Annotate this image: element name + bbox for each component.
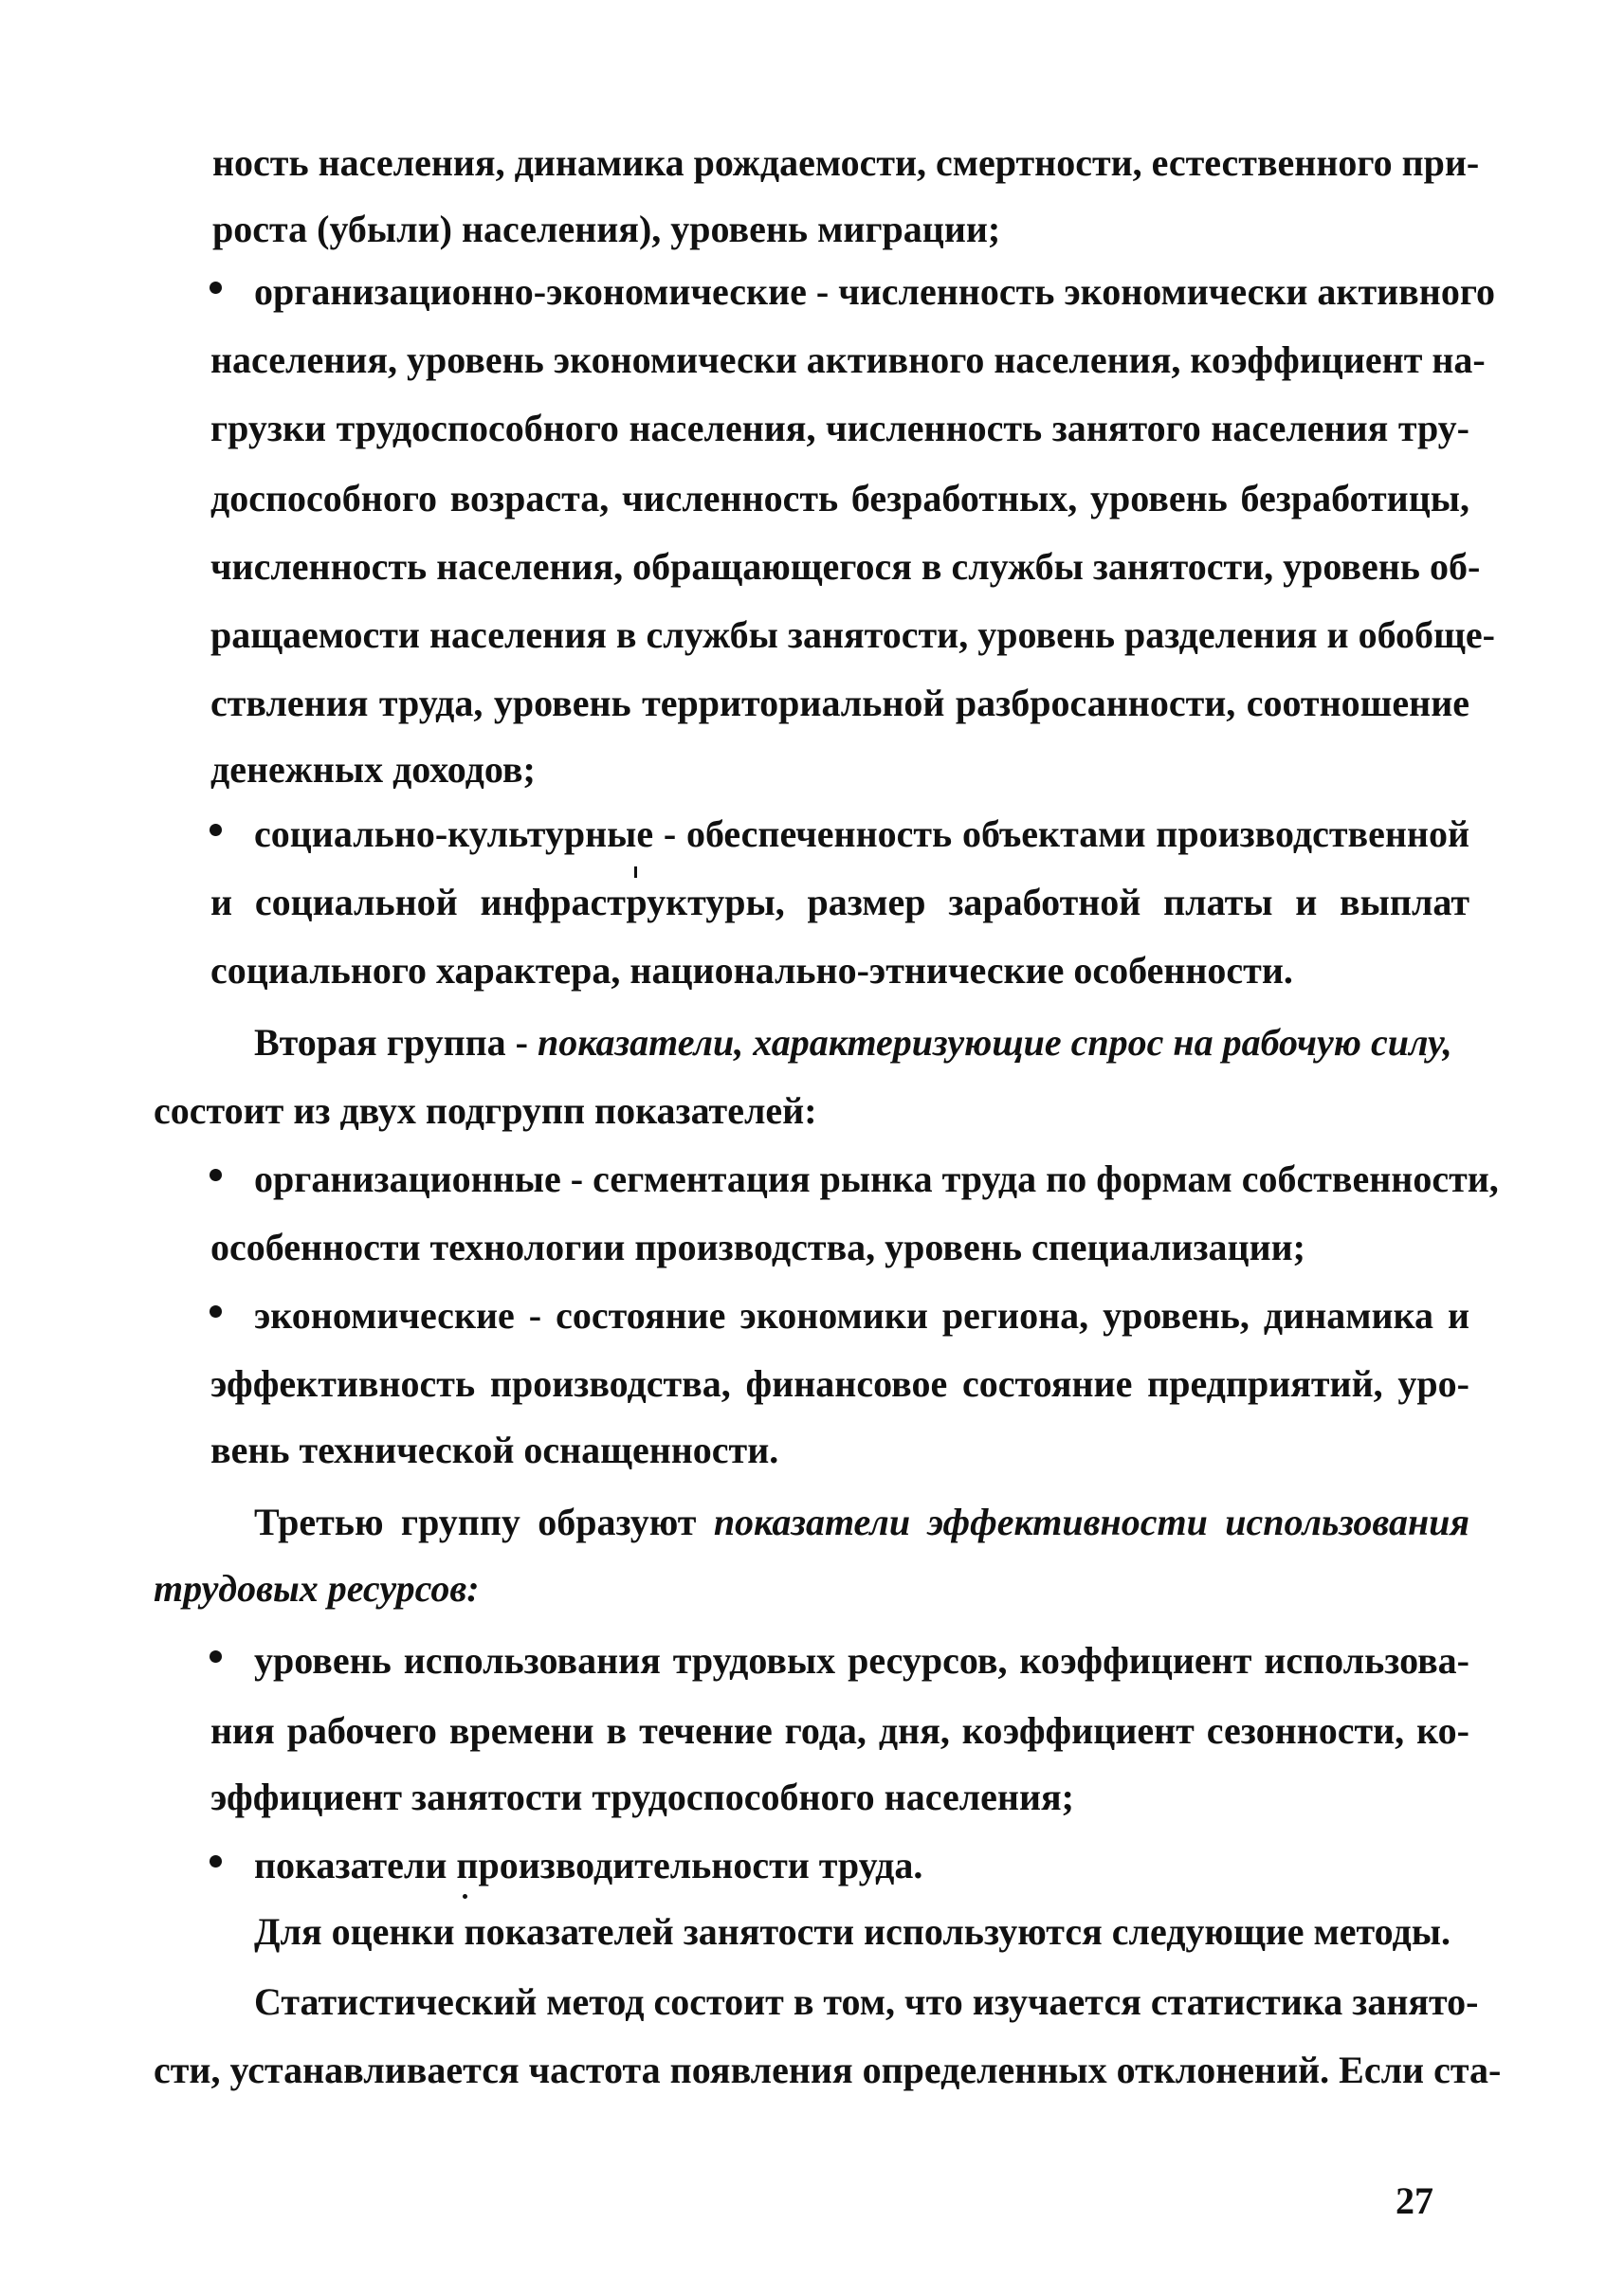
text-line: сти, устанавливается частота появления определенных отклонений. Если ста- [154,2049,1502,2091]
text-run: Третью группу образуют [254,1501,714,1543]
text-line: вень технической оснащенности. [210,1429,779,1471]
text-line: организационно-экономические - численность экономически активного [254,270,1495,313]
text-line: особенности технологии производства, уровень специализации; [210,1226,1305,1268]
text-line: экономические - состояние экономики региона, уровень, динамика и [254,1294,1469,1337]
text-line: эффективность производства, финансовое состояние предприятий, уро- [210,1362,1469,1405]
bullet-icon [210,1855,222,1868]
text-line: уровень использования трудовых ресурсов, коэффициент использова- [254,1639,1469,1682]
text-line: населения, уровень экономически активного населения, коэффициент на- [210,338,1486,381]
text-line: социально-культурные - обеспеченность объектами производственной [254,812,1469,855]
emphasis-text: трудовых ресурсов: [154,1567,480,1610]
text-run: Вторая группа - [254,1021,538,1064]
page-number: 27 [1396,2179,1433,2222]
text-line: показатели производительности труда. [254,1844,923,1886]
text-line: денежных доходов; [210,748,536,791]
text-line: ствления труда, уровень территориальной разбросанности, соотношение [210,682,1469,724]
text-line: состоит из двух подгрупп показателей: [154,1089,817,1132]
bullet-icon [210,1169,222,1181]
paragraph-line [254,1021,1452,1064]
bullet-icon [210,1305,222,1318]
text-line: грузки трудоспособного населения, численность занятого населения тру- [210,407,1469,449]
text-line: ращаемости населения в службы занятости, уровень разделения и обобще- [210,613,1495,656]
stray-mark [634,866,637,878]
emphasis-text: показатели эффективности использования [713,1501,1469,1543]
bullet-icon [210,824,222,836]
text-line: Статистический метод состоит в том, что изучается статистика занято- [254,1980,1479,2023]
stray-mark [463,1894,467,1899]
text-line: ность населения, динамика рождаемости, смертности, естественного при- [212,141,1480,184]
text-line: и социальной инфраструктуры, размер заработной платы и выплат [210,881,1469,923]
bullet-icon [210,1650,222,1663]
text-line: доспособного возраста, численность безработных, уровень безработицы, [210,477,1469,519]
paragraph-line [254,1503,1469,1541]
text-line: Для оценки показателей занятости используются следующие методы. [254,1910,1451,1953]
emphasis-text: показатели, характеризующие спрос на рабочую силу, [537,1021,1452,1064]
text-line: численность населения, обращающегося в службы занятости, уровень об- [210,545,1481,588]
text-line: социального характера, национально-этнические особенности. [210,949,1293,992]
text-line: эффициент занятости трудоспособного населения; [210,1776,1074,1818]
text-line: роста (убыли) населения), уровень миграции; [212,208,1001,250]
bullet-icon [210,282,222,294]
text-line: организационные - сегментация рынка труда по формам собственности, [254,1157,1499,1200]
text-line: ния рабочего времени в течение года, дня, коэффициент сезонности, ко- [210,1709,1469,1752]
